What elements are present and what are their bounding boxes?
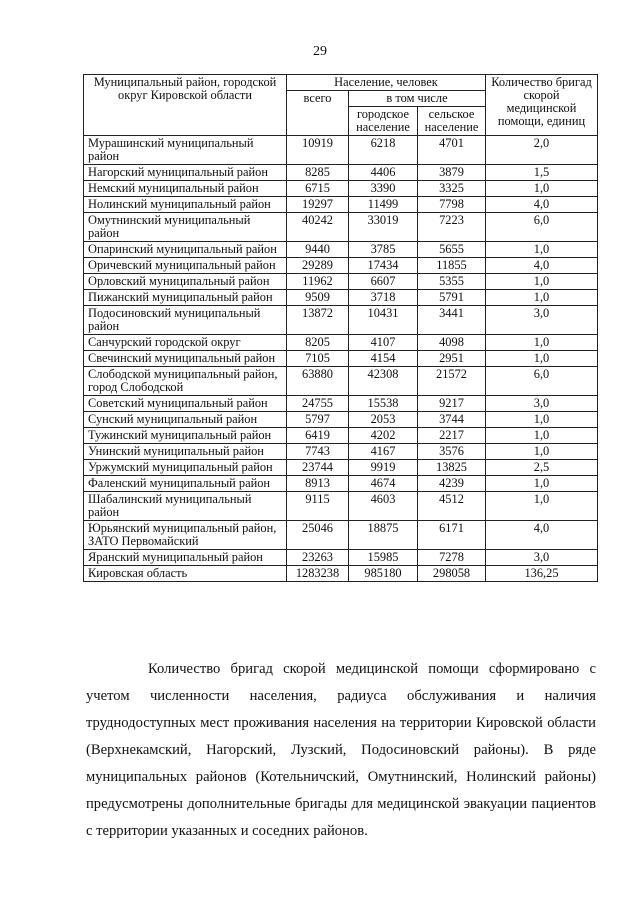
table-row [84,367,598,396]
table-row [84,492,598,521]
row-urban: 18875 [349,521,418,550]
row-total: 10919 [287,136,349,165]
header-district: Муниципальный район, городской округ Кировской области [84,75,287,136]
row-total: 6419 [287,428,349,444]
header-rural: сельское население [418,107,486,136]
row-name: Омутнинский муниципальный район [84,213,287,242]
row-total: 8913 [287,476,349,492]
row-brigades: 1,0 [486,476,598,492]
row-name: Сунский муниципальный район [84,412,287,428]
row-rural: 4701 [418,136,486,165]
row-rural: 21572 [418,367,486,396]
header-urban: городское население [349,107,418,136]
row-brigades: 6,0 [486,213,598,242]
row-rural: 13825 [418,460,486,476]
row-rural: 5355 [418,274,486,290]
row-brigades: 2,5 [486,460,598,476]
row-urban: 15985 [349,550,418,566]
row-urban: 985180 [349,566,418,582]
row-brigades: 3,0 [486,306,598,335]
table-row [84,165,598,181]
row-brigades: 6,0 [486,367,598,396]
row-brigades: 3,0 [486,550,598,566]
row-name: Опаринский муниципальный район [84,242,287,258]
row-total: 9509 [287,290,349,306]
row-rural: 3325 [418,181,486,197]
row-urban: 15538 [349,396,418,412]
row-brigades: 1,0 [486,351,598,367]
row-urban: 4406 [349,165,418,181]
row-rural: 3441 [418,306,486,335]
row-name: Санчурский городской округ [84,335,287,351]
row-total: 19297 [287,197,349,213]
row-urban: 42308 [349,367,418,396]
table-row [84,550,598,566]
row-total: 25046 [287,521,349,550]
row-brigades: 136,25 [486,566,598,582]
row-name: Мурашинский муниципальный район [84,136,287,165]
row-rural: 7278 [418,550,486,566]
row-name: Тужинский муниципальный район [84,428,287,444]
table-row [84,351,598,367]
table-row [84,242,598,258]
table-row [84,136,598,165]
row-urban: 4202 [349,428,418,444]
row-rural: 9217 [418,396,486,412]
table-row-total [84,566,598,582]
row-brigades: 1,0 [486,428,598,444]
row-total: 9115 [287,492,349,521]
row-rural: 3576 [418,444,486,460]
row-total: 63880 [287,367,349,396]
row-rural: 6171 [418,521,486,550]
row-urban: 11499 [349,197,418,213]
row-name: Пижанский муниципальный район [84,290,287,306]
row-urban: 17434 [349,258,418,274]
row-urban: 9919 [349,460,418,476]
page-number: 29 [313,44,327,59]
row-rural: 5655 [418,242,486,258]
table-row [84,476,598,492]
row-urban: 3390 [349,181,418,197]
row-urban: 4603 [349,492,418,521]
table-row [84,444,598,460]
header-brigades: Количество бригад скорой медицинской помощи, единиц [486,75,598,136]
row-total: 7105 [287,351,349,367]
row-brigades: 1,0 [486,290,598,306]
row-rural: 2951 [418,351,486,367]
row-name: Подосиновский муниципальный район [84,306,287,335]
header-total: всего [287,91,349,136]
row-brigades: 1,0 [486,274,598,290]
row-brigades: 4,0 [486,521,598,550]
row-total: 24755 [287,396,349,412]
table-row [84,181,598,197]
row-brigades: 2,0 [486,136,598,165]
row-brigades: 1,0 [486,444,598,460]
row-total: 1283238 [287,566,349,582]
row-brigades: 1,0 [486,412,598,428]
row-name: Фаленский муниципальный район [84,476,287,492]
row-total: 6715 [287,181,349,197]
row-total: 23744 [287,460,349,476]
row-name: Слободской муниципальный район, город Слободской [84,367,287,396]
row-urban: 4107 [349,335,418,351]
table-row [84,306,598,335]
row-rural: 4512 [418,492,486,521]
row-total: 13872 [287,306,349,335]
row-urban: 6607 [349,274,418,290]
row-name: Нолинский муниципальный район [84,197,287,213]
row-total: 29289 [287,258,349,274]
row-urban: 4154 [349,351,418,367]
row-rural: 3879 [418,165,486,181]
row-total: 7743 [287,444,349,460]
row-name: Шабалинский муниципальный район [84,492,287,521]
row-rural: 11855 [418,258,486,274]
row-urban: 4674 [349,476,418,492]
row-total: 40242 [287,213,349,242]
row-total: 5797 [287,412,349,428]
brigades-table [83,74,598,582]
row-brigades: 4,0 [486,258,598,274]
row-name: Свечинский муниципальный район [84,351,287,367]
row-rural: 7798 [418,197,486,213]
row-urban: 33019 [349,213,418,242]
row-urban: 2053 [349,412,418,428]
row-name: Советский муниципальный район [84,396,287,412]
row-urban: 3785 [349,242,418,258]
body-paragraph: Количество бригад скорой медицинской помощи сформировано с учетом численности населения, радиуса обслуживания и наличия труднодоступных мест проживания населения на территории Кировской области (Верхнекамский, Нагорский, Лузский, Подосиновский районы). В ряде муниципальных районов (Котельничский, Омутнинский, Нолинский районы) предусмотрены дополнительные бригады для медицинской эвакуации пациентов с территории указанных и соседних районов. [86,661,596,839]
row-total: 23263 [287,550,349,566]
table-row [84,213,598,242]
header-population: Население, человек [287,75,486,91]
row-brigades: 1,0 [486,181,598,197]
table-row [84,428,598,444]
row-brigades: 4,0 [486,197,598,213]
row-name: Оричевский муниципальный район [84,258,287,274]
row-total: 11962 [287,274,349,290]
row-urban: 4167 [349,444,418,460]
row-rural: 5791 [418,290,486,306]
table-row [84,396,598,412]
row-urban: 6218 [349,136,418,165]
row-total: 8205 [287,335,349,351]
table-row [84,412,598,428]
row-brigades: 1,0 [486,335,598,351]
row-rural: 298058 [418,566,486,582]
row-brigades: 3,0 [486,396,598,412]
row-name: Унинский муниципальный район [84,444,287,460]
table-row [84,521,598,550]
row-name: Кировская область [84,566,287,582]
row-name: Нагорский муниципальный район [84,165,287,181]
table-row [84,460,598,476]
row-brigades: 1,5 [486,165,598,181]
row-rural: 4098 [418,335,486,351]
row-brigades: 1,0 [486,242,598,258]
row-rural: 2217 [418,428,486,444]
row-urban: 10431 [349,306,418,335]
table-row [84,258,598,274]
table-row [84,197,598,213]
table-row [84,335,598,351]
row-rural: 4239 [418,476,486,492]
row-name: Уржумский муниципальный район [84,460,287,476]
row-name: Орловский муниципальный район [84,274,287,290]
header-including: в том числе [349,91,486,107]
table-body [84,136,598,582]
table-row [84,274,598,290]
row-total: 9440 [287,242,349,258]
row-urban: 3718 [349,290,418,306]
row-rural: 7223 [418,213,486,242]
table-row [84,290,598,306]
row-total: 8285 [287,165,349,181]
row-name: Немский муниципальный район [84,181,287,197]
row-name: Юрьянский муниципальный район, ЗАТО Первомайский [84,521,287,550]
row-name: Яранский муниципальный район [84,550,287,566]
row-brigades: 1,0 [486,492,598,521]
row-rural: 3744 [418,412,486,428]
